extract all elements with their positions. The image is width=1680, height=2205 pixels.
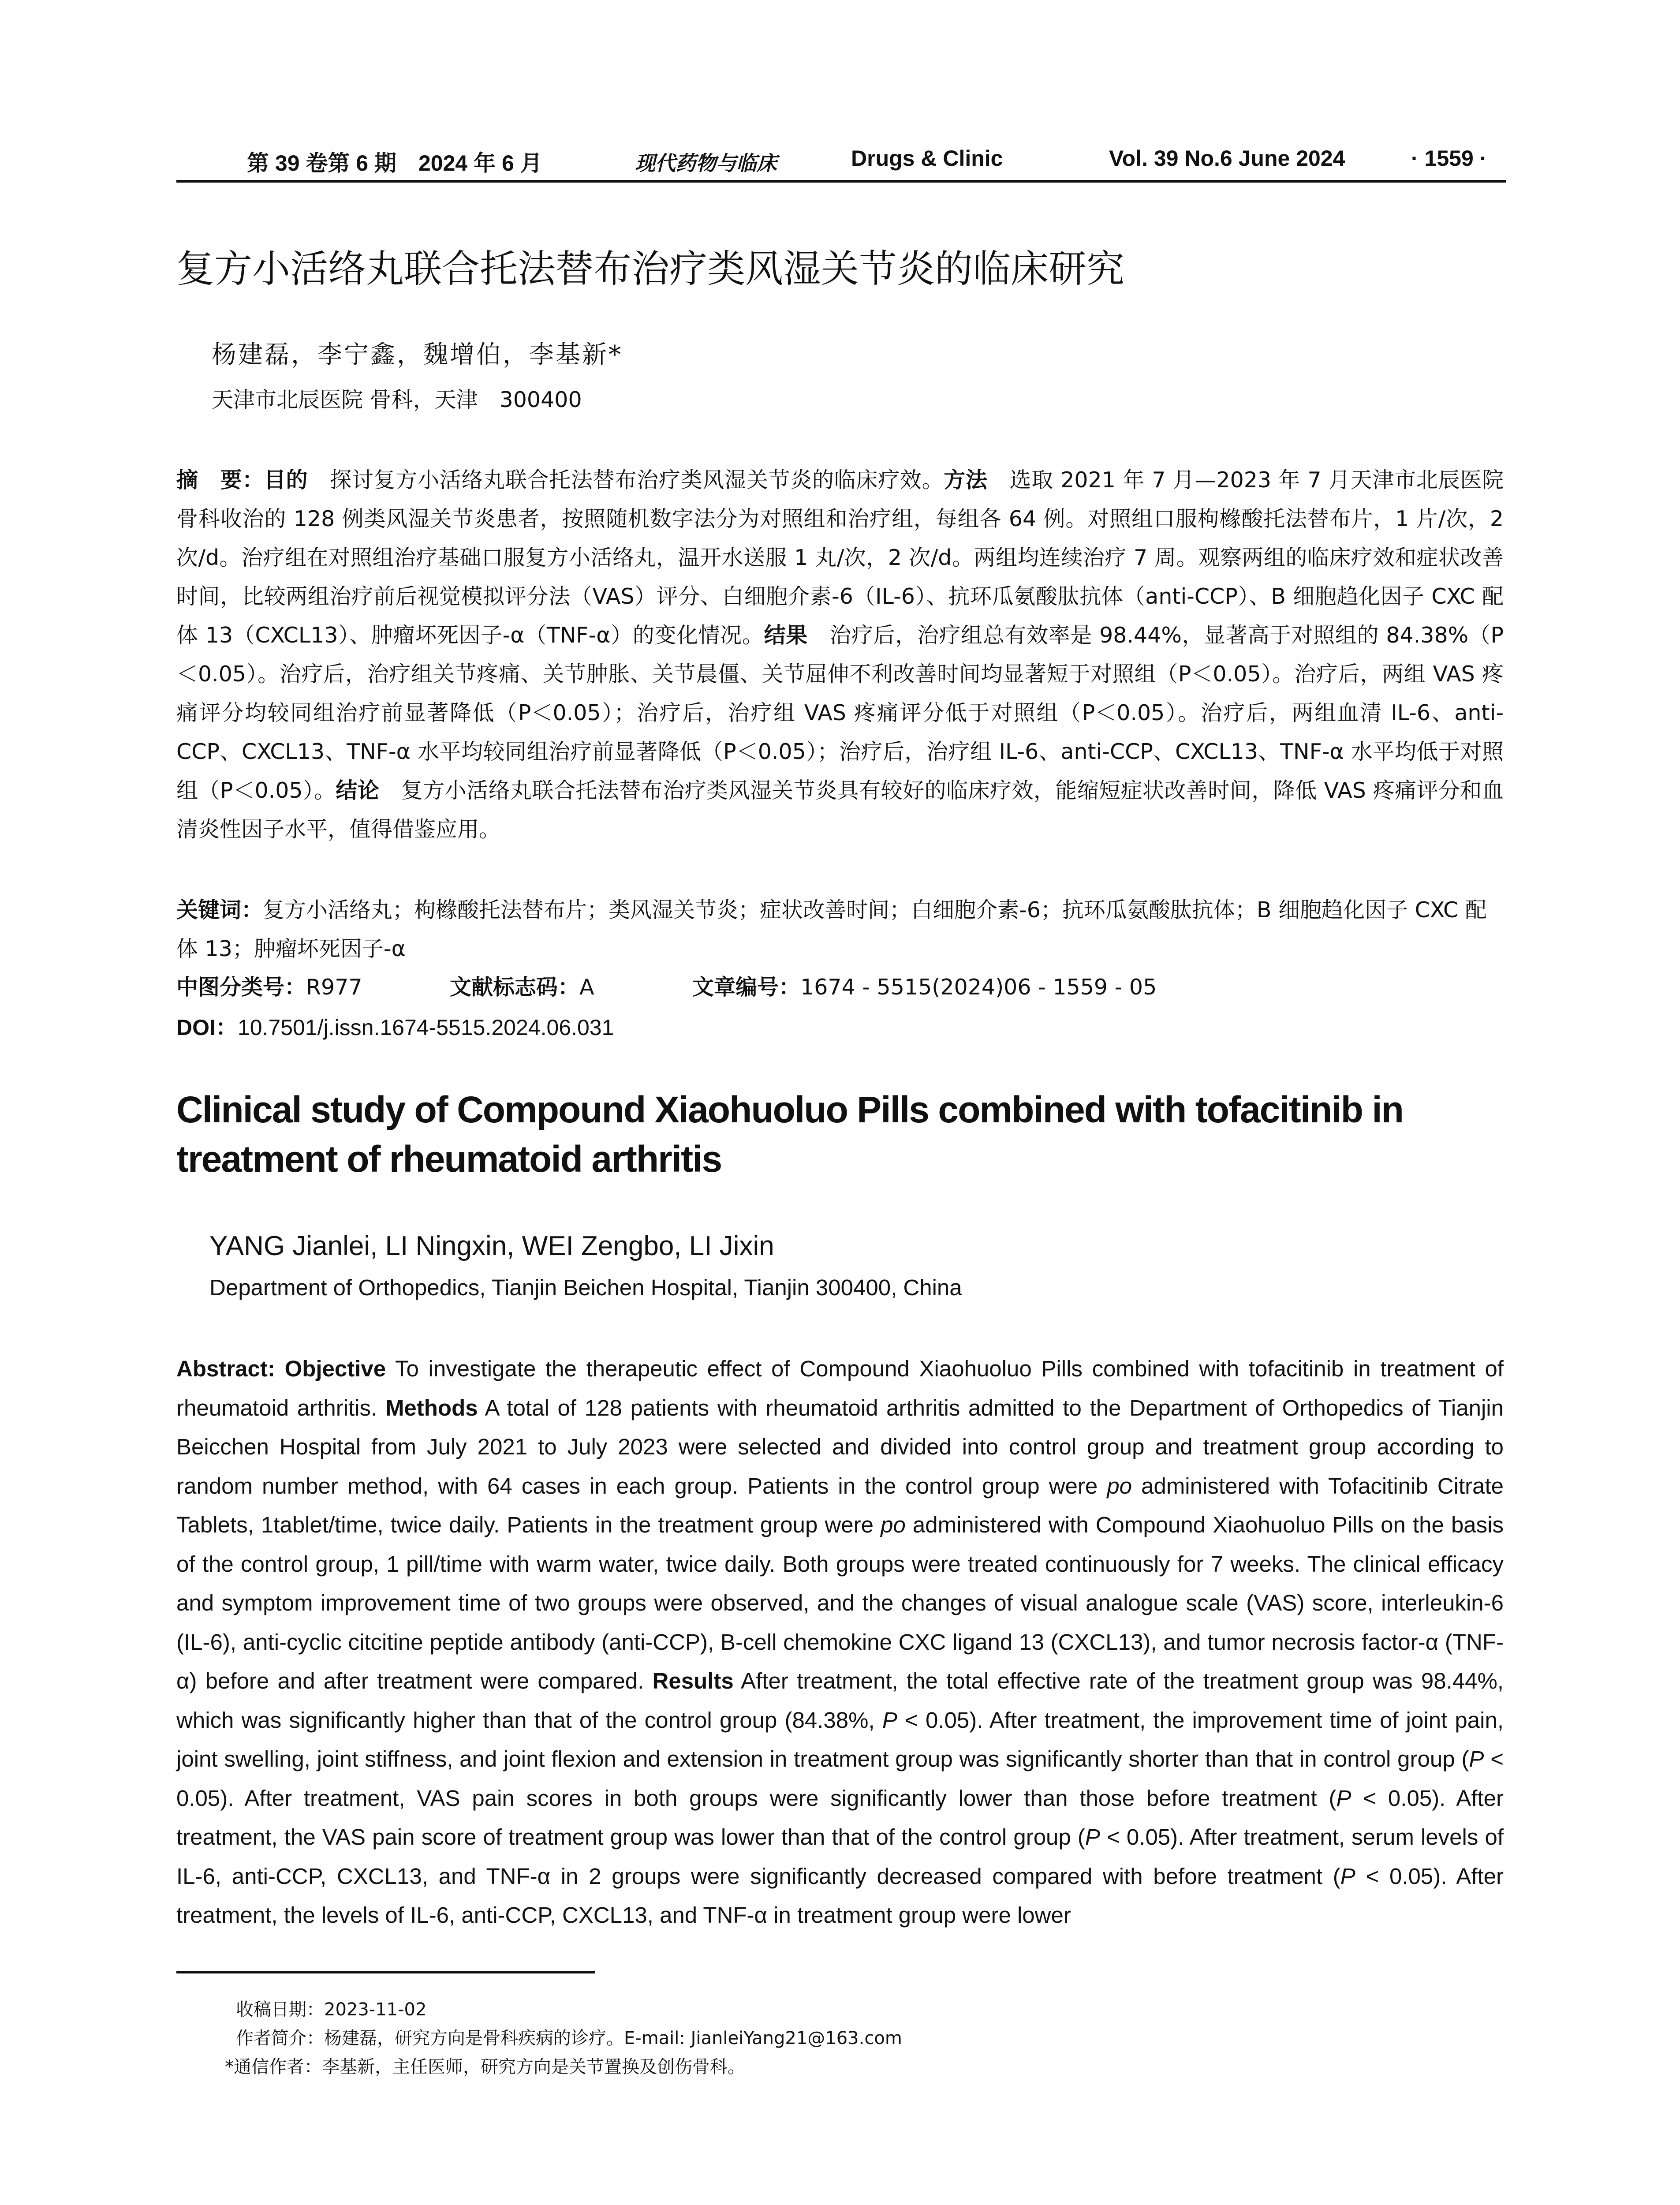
- doi-value[interactable]: 10.7501/j.issn.1674-5515.2024.06.031: [237, 1015, 614, 1040]
- en-authors: YANG Jianlei, LI Ningxin, WEI Zengbo, LI Jixin: [209, 1231, 774, 1261]
- cn-keywords-text: 复方小活络丸；枸橼酸托法替布片；类风湿关节炎；症状改善时间；白细胞介素-6；抗环瓜氨酸肽抗体；B 细胞趋化因子 CXC 配体 13；肿瘤坏死因子-α: [176, 897, 1487, 961]
- cn-methods-label: 方法: [944, 467, 988, 493]
- footnote-received: 收稿日期：2023-11-02: [236, 1999, 427, 2020]
- cn-results-label: 结果: [764, 623, 808, 648]
- doc-code-field: [450, 970, 594, 1001]
- en-p-3: P: [1336, 1785, 1351, 1811]
- en-objective-label: Objective: [284, 1356, 386, 1381]
- cn-objective-label: 目的: [264, 467, 308, 493]
- doi-label: DOI：: [176, 1015, 238, 1040]
- cn-objective-text: 探讨复方小活络丸联合托法替布治疗类风湿关节炎的临床疗效。: [308, 467, 944, 493]
- cn-title: 复方小活络丸联合托法替布治疗类风湿关节炎的临床研究: [176, 247, 1124, 291]
- en-results-text-3: < 0.05). After treatment, VAS pain scores in both groups were significantly lower than those before treatment (: [176, 1746, 1504, 1811]
- cn-results-text: 治疗后，治疗组总有效率是 98.44%，显著高于对照组的 84.38%（P＜0.05）。治疗后，治疗组关节疼痛、关节肿胀、关节晨僵、关节屈伸不利改善时间均显著短于对照组（P＜0.05）。治疗后，两组 VAS 疼痛评分均较同组治疗前显著降低（P＜0.05）；治疗后，治疗组 VAS 疼痛评分低于对照组（P＜0.05）。治疗后，两组血清 IL-6、anti-CCP、CXCL13、TNF-α 水平均较同组治疗前显著降低（P＜0.05）；治疗后，治疗组 IL-6、anti-CCP、CXCL13、TNF-α 水平均低于对照组（P＜0.05）。: [176, 623, 1504, 803]
- doc-code-value: A: [579, 975, 594, 1000]
- clc-field: [176, 970, 362, 1001]
- en-results-text-1: After treatment, the total effective rate of the treatment group was 98.44%, which was significantly higher than that of the control group (84.38%,: [176, 1668, 1504, 1733]
- header-issue-en: Vol. 39 No.6 June 2024: [1109, 146, 1345, 171]
- cn-keywords: [176, 891, 1504, 968]
- clc-label: 中图分类号：: [176, 975, 306, 1000]
- cn-conclusion-label: 结论: [336, 778, 380, 803]
- en-po-1: po: [1107, 1473, 1132, 1499]
- en-p-5: P: [1340, 1863, 1355, 1889]
- footnote-author-bio: 作者简介：杨建磊，研究方向是骨科疾病的诊疗。E-mail: JianleiYang21@163.com: [236, 2028, 902, 2048]
- cn-authors: 杨建磊，李宁鑫，魏增伯，李基新*: [212, 340, 623, 369]
- en-methods-text-1: A total of 128 patients with rheumatoid arthritis admitted to the Department of Orthopedics of Tianjin Beicchen Hospital from July 2021 to July 2023 were selected and divided into control group and treatment group according to random number method, with 64 cases in each group. Patients in the control group were: [176, 1395, 1504, 1499]
- en-po-2: po: [881, 1512, 906, 1537]
- en-methods-text-3: administered with Compound Xiaohuoluo Pills on the basis of the control group, 1 pill/time with warm water, twice daily. Both groups were treated continuously for 7 weeks. The clinical efficacy and symptom improvement time of two groups were observed, and the changes of visual analogue scale (VAS) score, interleukin-6 (IL-6), anti-cyclic citcitine peptide antibody (anti-CCP), B-cell chemokine CXC ligand 13 (CXCL13), and tumor necrosis factor-α (TNF-α) before and after treatment were compared.: [176, 1512, 1504, 1693]
- running-header: [176, 140, 1506, 183]
- en-results-label: Results: [652, 1668, 734, 1693]
- cn-abstract: [176, 461, 1504, 849]
- header-journal-en: Drugs & Clinic: [851, 146, 1003, 171]
- en-affiliation: Department of Orthopedics, Tianjin Beichen Hospital, Tianjin 300400, China: [209, 1275, 962, 1300]
- header-issue-cn: 第 39 卷第 6 期 2024 年 6 月: [247, 151, 542, 176]
- article-no-value: 1674 - 5515(2024)06 - 1559 - 05: [800, 975, 1157, 1000]
- article-no-field: [692, 970, 1157, 1001]
- clc-value: R977: [306, 975, 362, 1000]
- en-methods-label: Methods: [385, 1395, 478, 1420]
- cn-classification-row: [176, 970, 1499, 1001]
- cn-conclusion-text: 复方小活络丸联合托法替布治疗类风湿关节炎具有较好的临床疗效，能缩短症状改善时间，降低 VAS 疼痛评分和血清炎性因子水平，值得借鉴应用。: [176, 778, 1504, 842]
- en-objective-text: To investigate the therapeutic effect of Compound Xiaohuoluo Pills combined with tofacitinib in treatment of rheumatoid arthritis.: [176, 1356, 1504, 1420]
- en-results-text-2: < 0.05). After treatment, the improvement time of joint pain, joint swelling, joint stiffness, and joint flexion and extension in treatment group was significantly shorter than that in control group (: [176, 1707, 1504, 1771]
- cn-abstract-label: 摘 要：: [176, 467, 264, 493]
- footnote-corresponding: *通信作者：李基新，主任医师，研究方向是关节置换及创伤骨科。: [225, 2057, 745, 2077]
- en-results-text-6: < 0.05). After treatment, the levels of IL-6, anti-CCP, CXCL13, and TNF-α in treatment group were lower: [176, 1863, 1504, 1928]
- cn-methods-text: 选取 2021 年 7 月—2023 年 7 月天津市北辰医院骨科收治的 128 例类风湿关节炎患者，按照随机数字法分为对照组和治疗组，每组各 64 例。对照组口服枸橼酸托法替布片，1 片/次，2 次/d。治疗组在对照组治疗基础口服复方小活络丸，温开水送服 1 丸/次，2 次/d。两组均连续治疗 7 周。观察两组的临床疗效和症状改善时间，比较两组治疗前后视觉模拟评分法（VAS）评分、白细胞介素-6（IL-6）、抗环瓜氨酸肽抗体（anti-CCP）、B 细胞趋化因子 CXC 配体 13（CXCL13）、肿瘤坏死因子-α（TNF-α）的变化情况。: [176, 467, 1504, 648]
- footnote-divider: [176, 1971, 595, 1973]
- en-abstract: [176, 1349, 1504, 1935]
- en-p-2: P: [1469, 1746, 1484, 1771]
- header-journal-cn: 现代药物与临床: [635, 151, 777, 175]
- en-results-text-4: < 0.05). After treatment, the VAS pain score of treatment group was lower than that of the control group (: [176, 1785, 1504, 1850]
- cn-keywords-label: 关键词：: [176, 897, 263, 923]
- doi-line: [176, 1010, 614, 1042]
- en-title: Clinical study of Compound Xiaohuoluo Pills combined with tofacitinib in treatment of rheumatoid arthritis: [176, 1089, 1403, 1180]
- en-p-1: P: [882, 1707, 897, 1733]
- en-methods-text-2: administered with Tofacitinib Citrate Tablets, 1tablet/time, twice daily. Patients in the treatment group were: [176, 1473, 1504, 1537]
- cn-affiliation: 天津市北辰医院 骨科，天津 300400: [212, 387, 582, 412]
- doc-code-label: 文献标志码：: [450, 975, 580, 1000]
- en-p-4: P: [1085, 1824, 1100, 1850]
- en-abstract-label: Abstract:: [176, 1356, 285, 1381]
- header-page-number: · 1559 ·: [1411, 146, 1487, 171]
- en-results-text-5: < 0.05). After treatment, serum levels of IL-6, anti-CCP, CXCL13, and TNF-α in 2 groups were significantly decreased compared with before treatment (: [176, 1824, 1504, 1889]
- article-no-label: 文章编号：: [692, 975, 801, 1000]
